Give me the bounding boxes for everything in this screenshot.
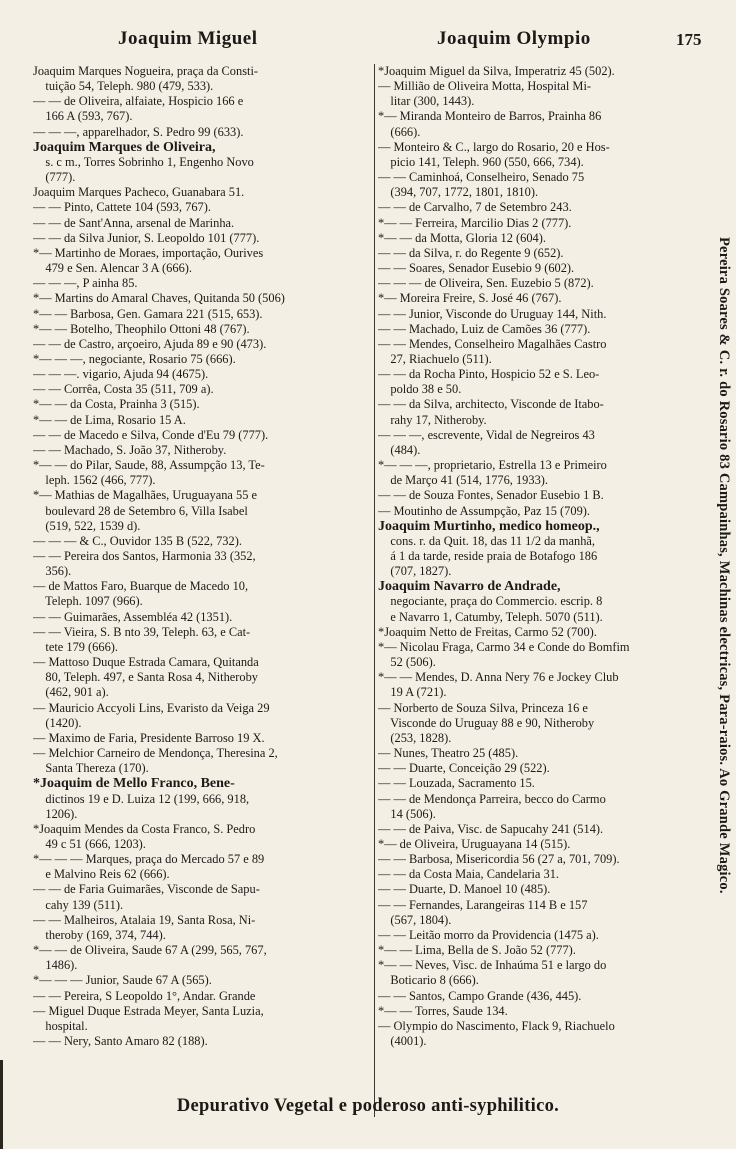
- entry-line: — — Caminhoá, Conselheiro, Senado 75: [378, 170, 585, 185]
- entry-line: *— — do Pilar, Saude, 88, Assumpção 13, Te-: [33, 458, 265, 473]
- entry-line: — — Machado, S. João 37, Nitheroby.: [33, 442, 227, 457]
- entry-line: 1206).: [33, 806, 78, 821]
- entry-line: negociante, praça do Commercio. escrip. 8: [378, 594, 603, 609]
- entry-line: — — de Carvalho, 7 de Setembro 243.: [378, 200, 572, 215]
- page-number: 175: [676, 30, 702, 49]
- entry-line: — — de Mendonça Parreira, becco do Carmo: [378, 791, 606, 806]
- right-column: [378, 64, 696, 1049]
- entry-line: 166 A (593, 767).: [33, 109, 133, 124]
- footer-advertisement: Depurativo Vegetal e poderoso anti-syphilitico.: [176, 1096, 560, 1116]
- entry-line: — Nunes, Theatro 25 (485).: [378, 746, 519, 761]
- entry-line: — — Junior, Visconde do Uruguay 144, Nith.: [378, 306, 607, 321]
- entry-line: — — de Oliveira, alfaiate, Hospicio 166 e: [33, 94, 244, 109]
- entry-line: — Miguel Duque Estrada Meyer, Santa Luzia,: [33, 1003, 264, 1018]
- entry-line: *— de Oliveira, Uruguayana 14 (515).: [378, 836, 571, 851]
- entry-line: Boticario 8 (666).: [378, 973, 479, 988]
- entry-line: — Mattoso Duque Estrada Camara, Quitanda: [33, 655, 259, 670]
- entry-heading: Joaquim Marques de Oliveira,: [33, 139, 216, 155]
- entry-line: 49 c 51 (666, 1203).: [33, 836, 146, 851]
- entry-line: *Joaquim Netto de Freitas, Carmo 52 (700).: [378, 624, 597, 639]
- entry-line: Santa Thereza (170).: [33, 761, 149, 776]
- entry-heading: Joaquim Murtinho, medico homeop.,: [378, 518, 600, 534]
- entry-line: *— — Neves, Visc. de Inhaúma 51 e largo do: [378, 958, 607, 973]
- entry-line: poldo 38 e 50.: [378, 382, 462, 397]
- entry-line: — — de Faria Guimarães, Visconde de Sapu-: [33, 882, 260, 897]
- entry-heading: *Joaquim de Mello Franco, Bene-: [33, 776, 235, 792]
- entry-line: *— — — Junior, Saude 67 A (565).: [33, 973, 212, 988]
- entry-line: — — Pinto, Cattete 104 (593, 767).: [33, 200, 211, 215]
- entry-line: — — Duarte, D. Manoel 10 (485).: [378, 882, 551, 897]
- entry-line: — — Louzada, Sacramento 15.: [378, 776, 535, 791]
- entry-line: — — de Castro, arçoeiro, Ajuda 89 e 90 (473).: [33, 336, 267, 351]
- entry-line: (666).: [378, 124, 421, 139]
- entry-line: — — da Costa Maia, Candelaria 31.: [378, 867, 559, 882]
- entry-line: — — Corrêa, Costa 35 (511, 709 a).: [33, 382, 214, 397]
- entry-line: — — da Rocha Pinto, Hospicio 52 e S. Leo-: [378, 367, 600, 382]
- entry-line: (519, 522, 1539 d).: [33, 518, 141, 533]
- left-column: [33, 64, 371, 1049]
- entry-heading: Joaquim Navarro de Andrade,: [378, 579, 561, 595]
- entry-line: — de Mattos Faro, Buarque de Macedo 10,: [33, 579, 249, 594]
- entry-line: e Navarro 1, Catumby, Teleph. 5070 (511).: [378, 609, 603, 624]
- entry-line: — Olympio do Nascimento, Flack 9, Riachuelo: [378, 1018, 615, 1033]
- entry-line: — — Soares, Senador Eusebio 9 (602).: [378, 261, 575, 276]
- entry-line: — — de Sant'Anna, arsenal de Marinha.: [33, 215, 235, 230]
- entry-line: — — Nery, Santo Amaro 82 (188).: [33, 1034, 208, 1048]
- entry-line: *— — —, negociante, Rosario 75 (666).: [33, 351, 236, 366]
- entry-line: — — Vieira, S. B nto 39, Teleph. 63, e Cat-: [33, 624, 251, 639]
- entry-line: *— Miranda Monteiro de Barros, Prainha 86: [378, 109, 602, 124]
- entry-line: *— Martins do Amaral Chaves, Quitanda 50 (506): [33, 291, 285, 306]
- entry-line: (1420).: [33, 715, 82, 730]
- entry-line: de Março 41 (514, 1776, 1933).: [378, 473, 548, 488]
- left-running-head: Joaquim Miguel: [118, 28, 258, 49]
- entry-line: — — Guimarães, Assembléa 42 (1351).: [33, 609, 233, 624]
- entry-line: 356).: [33, 564, 72, 579]
- entry-line: — — —, escrevente, Vidal de Negreiros 43: [378, 427, 595, 442]
- entry-line: (567, 1804).: [378, 912, 452, 927]
- entry-line: — Melchior Carneiro de Mendonça, Theresina 2,: [33, 746, 278, 761]
- page-edge-shadow: [0, 1060, 3, 1149]
- entry-line: (4001).: [378, 1034, 427, 1048]
- page-header: [40, 28, 710, 54]
- entry-line: — — de Macedo e Silva, Conde d'Eu 79 (777).: [33, 427, 269, 442]
- entry-line: *— — Mendes, D. Anna Nery 76 e Jockey Club: [378, 670, 619, 685]
- entry-line: *Joaquim Mendes da Costa Franco, S. Pedro: [33, 821, 256, 836]
- entry-line: 14 (506).: [378, 806, 436, 821]
- entry-line: rahy 17, Nitheroby.: [378, 412, 487, 427]
- entry-line: *— Nicolau Fraga, Carmo 34 e Conde do Bomfim: [378, 639, 630, 654]
- entry-line: — Moutinho de Assumpção, Paz 15 (709).: [378, 503, 590, 518]
- entry-line: Joaquim Marques Nogueira, praça da Consti-: [33, 64, 259, 78]
- entry-line: 52 (506).: [378, 655, 436, 670]
- entry-line: — — Duarte, Conceição 29 (522).: [378, 761, 550, 776]
- entry-line: *— — Barbosa, Gen. Gamara 221 (515, 653).: [33, 306, 263, 321]
- entry-line: (394, 707, 1772, 1801, 1810).: [378, 185, 539, 200]
- entry-line: — — — de Oliveira, Sen. Euzebio 5 (872).: [378, 276, 594, 291]
- entry-line: Teleph. 1097 (966).: [33, 594, 143, 609]
- entry-line: *— — de Lima, Rosario 15 A.: [33, 412, 186, 427]
- entry-line: — Norberto de Souza Silva, Princeza 16 e: [378, 700, 588, 715]
- entry-line: — — —, apparelhador, S. Pedro 99 (633).: [33, 124, 244, 139]
- entry-line: 80, Teleph. 497, e Santa Rosa 4, Nitheroby: [33, 670, 258, 685]
- entry-line: litar (300, 1443).: [378, 94, 475, 109]
- entry-line: *— — Torres, Saude 134.: [378, 1003, 508, 1018]
- entry-line: Visconde do Uruguay 88 e 90, Nitheroby: [378, 715, 595, 730]
- entry-line: (462, 901 a).: [33, 685, 109, 700]
- entry-line: *— Mathias de Magalhães, Uruguayana 55 e: [33, 488, 257, 503]
- entry-line: — — Barbosa, Misericordia 56 (27 a, 701, 709).: [378, 852, 620, 867]
- entry-line: (777).: [33, 170, 76, 185]
- entry-line: (707, 1827).: [378, 564, 452, 579]
- entry-line: — — Pereira dos Santos, Harmonia 33 (352,: [33, 549, 256, 563]
- entry-line: — — da Silva Junior, S. Leopoldo 101 (777).: [33, 230, 260, 245]
- entry-line: tete 179 (666).: [33, 639, 118, 654]
- entry-line: cons. r. da Quit. 18, das 11 1/2 da manhã,: [378, 533, 596, 548]
- entry-line: *— — — Marques, praça do Mercado 57 e 89: [33, 852, 265, 867]
- entry-line: *— — Ferreira, Marcilio Dias 2 (777).: [378, 215, 572, 230]
- entry-line: cahy 139 (511).: [33, 897, 124, 912]
- entry-line: — — Machado, Luiz de Camões 36 (777).: [378, 321, 591, 336]
- entry-line: — — Fernandes, Larangeiras 114 B e 157: [378, 897, 588, 912]
- entry-line: *— — da Costa, Prainha 3 (515).: [33, 397, 200, 412]
- entry-line: dictinos 19 e D. Luiza 12 (199, 666, 918,: [33, 791, 250, 806]
- entry-line: — — da Silva, r. do Regente 9 (652).: [378, 245, 564, 260]
- entry-line: *Joaquim Miguel da Silva, Imperatriz 45 (502).: [378, 64, 615, 78]
- entry-line: *— Martinho de Moraes, importação, Ourives: [33, 245, 264, 260]
- entry-line: tuição 54, Teleph. 980 (479, 533).: [33, 79, 214, 94]
- side-advertisement: Pereira Soares & C. r. do Rosario 83 Campainhas, Machinas electricas, Para-raios. Ao Grande Magico.: [716, 236, 732, 894]
- entry-line: *— — —, proprietario, Estrella 13 e Primeiro: [378, 458, 607, 473]
- entry-line: e Malvino Reis 62 (666).: [33, 867, 170, 882]
- entry-line: *— — Lima, Bella de S. João 52 (777).: [378, 943, 576, 958]
- entry-line: *— — Botelho, Theophilo Ottoni 48 (767).: [33, 321, 250, 336]
- entry-line: (253, 1828).: [378, 730, 452, 745]
- entry-line: leph. 1562 (466, 777).: [33, 473, 156, 488]
- entry-line: boulevard 28 de Setembro 6, Villa Isabel: [33, 503, 248, 518]
- entry-line: — — —. vigario, Ajuda 94 (4675).: [33, 367, 209, 382]
- entry-line: (484).: [378, 442, 421, 457]
- entry-line: — Mauricio Accyoli Lins, Evaristo da Veiga 29: [33, 700, 270, 715]
- entry-line: — — — & C., Ouvidor 135 B (522, 732).: [33, 533, 242, 548]
- entry-line: — Millião de Oliveira Motta, Hospital Mi-: [378, 79, 592, 94]
- entry-line: 1486).: [33, 958, 78, 973]
- entry-line: 479 e Sen. Alencar 3 A (666).: [33, 261, 192, 276]
- entry-line: — — de Souza Fontes, Senador Eusebio 1 B.: [378, 488, 604, 503]
- entry-line: — — da Silva, architecto, Visconde de Itabo-: [378, 397, 604, 412]
- entry-line: — — Leitão morro da Providencia (1475 a).: [378, 927, 599, 942]
- entry-line: — — Mendes, Conselheiro Magalhães Castro: [378, 336, 607, 351]
- entry-line: picio 141, Teleph. 960 (550, 666, 734).: [378, 154, 584, 169]
- entry-line: Joaquim Marques Pacheco, Guanabara 51.: [33, 185, 245, 200]
- entry-line: — — Pereira, S Leopoldo 1°, Andar. Grande: [33, 988, 256, 1003]
- column-divider: [374, 64, 375, 1117]
- entry-line: — — de Paiva, Visc. de Sapucahy 241 (514).: [378, 821, 604, 836]
- entry-line: *— — da Motta, Gloria 12 (604).: [378, 230, 546, 245]
- entry-line: *— Moreira Freire, S. José 46 (767).: [378, 291, 562, 306]
- right-running-head: Joaquim Olympio: [437, 28, 591, 49]
- entry-line: — — —, P ainha 85.: [33, 276, 138, 291]
- entry-line: — — Santos, Campo Grande (436, 445).: [378, 988, 582, 1003]
- entry-line: — Maximo de Faria, Presidente Barroso 19 X.: [33, 730, 265, 745]
- entry-line: s. c m., Torres Sobrinho 1, Engenho Novo: [33, 154, 254, 169]
- entry-line: á 1 da tarde, reside praia de Botafogo 186: [378, 549, 598, 563]
- entry-line: — — Malheiros, Atalaia 19, Santa Rosa, Ni-: [33, 912, 256, 927]
- entry-line: theroby (169, 374, 744).: [33, 927, 166, 942]
- entry-line: *— — de Oliveira, Saude 67 A (299, 565, 767,: [33, 943, 267, 958]
- entry-line: 27, Riachuelo (511).: [378, 351, 492, 366]
- entry-line: — Monteiro & C., largo do Rosario, 20 e Hos-: [378, 139, 610, 154]
- entry-line: hospital.: [33, 1018, 88, 1033]
- entry-line: 19 A (721).: [378, 685, 447, 700]
